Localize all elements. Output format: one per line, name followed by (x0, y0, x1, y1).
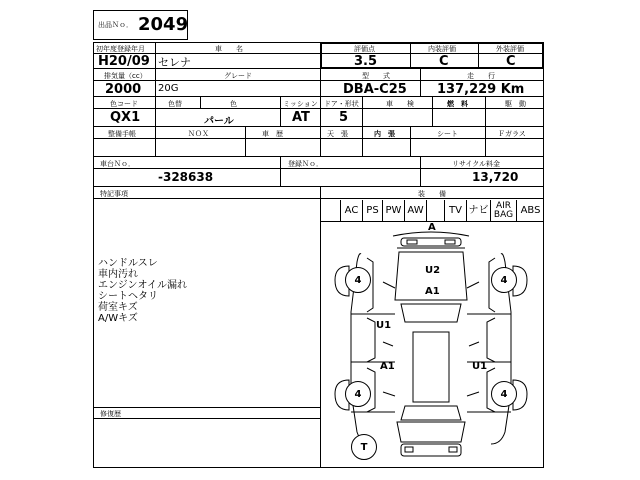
colorchange-label: 色替 (168, 100, 182, 108)
grade-label: グレード (224, 72, 252, 80)
exterior-value: C (506, 54, 516, 69)
repair-label: 修復歴 (100, 410, 121, 418)
note-item: シートヘタリ (98, 291, 158, 302)
nox-label: ＮＯＸ (188, 130, 209, 138)
mileage-label: 走 行 (467, 72, 495, 80)
mark-hood-a1: A1 (425, 286, 440, 297)
drive-label: 駆 動 (505, 100, 526, 108)
colorcode-value: QX1 (110, 110, 141, 125)
note-item: 車内汚れ (98, 269, 138, 280)
trunk-mark: T (351, 434, 377, 460)
interior-trim-label: 内 張 (374, 130, 395, 138)
equip-navi: ナビ (466, 200, 490, 221)
displacement-value: 2000 (105, 82, 142, 97)
car-diagram (321, 222, 543, 467)
year-value: H20/09 (98, 54, 150, 69)
roof-label: 天 張 (327, 130, 348, 138)
equipment-label: 装 備 (418, 190, 446, 198)
inspection-label: 車 検 (386, 100, 414, 108)
chassis-label: 車台Ｎｏ． (100, 160, 135, 168)
mark-hood-u2: U2 (425, 265, 441, 276)
note-item: エンジンオイル漏れ (98, 280, 187, 291)
lot-number-value: 2049 (138, 14, 189, 35)
equip-ps: PS (362, 200, 382, 221)
tire-rear-left: 4 (345, 381, 371, 407)
doors-label: ドア・形状 (324, 100, 359, 108)
exterior-label: 外装評価 (496, 45, 524, 53)
note-item: 荷室キズ (98, 302, 138, 313)
model-label: 型 式 (362, 72, 390, 80)
notes-label: 特記事項 (100, 190, 128, 198)
equip-abs: ABS (516, 200, 544, 221)
note-item: A/Wキズ (98, 313, 138, 324)
mileage-value: 137,229 Km (437, 82, 525, 97)
tire-front-left: 4 (345, 267, 371, 293)
colorcode-label: 色コード (110, 100, 138, 108)
equip-pw: PW (382, 200, 404, 221)
year-label: 初年度登録年月 (96, 45, 145, 53)
tire-rear-right: 4 (491, 381, 517, 407)
car-name-label: 車 名 (215, 45, 243, 53)
interior-label: 内装評価 (428, 45, 456, 53)
interior-value: C (439, 54, 449, 69)
fuel-label: 燃 料 (447, 100, 468, 108)
equip-aw: AW (404, 200, 426, 221)
chassis-value: -328638 (158, 170, 214, 184)
transmission-value: AT (292, 110, 310, 125)
equip-ac: AC (340, 200, 362, 221)
tire-front-right: 4 (491, 267, 517, 293)
equip-tv: TV (444, 200, 466, 221)
lot-number-box (93, 10, 188, 40)
score-value: 3.5 (354, 54, 378, 69)
seat-label: シート (437, 130, 458, 138)
lot-number-label: 出品Ｎｏ． (98, 21, 133, 29)
recycle-value: 13,720 (472, 170, 519, 184)
displacement-label: 排気量（cc） (104, 72, 147, 80)
history-label: 車 歴 (262, 130, 283, 138)
mark-right-rear: U1 (472, 361, 488, 372)
car-name-value: セレナ (158, 56, 191, 69)
score-label: 評価点 (354, 45, 375, 53)
grade-value: 20G (158, 83, 179, 94)
manual-label: 整備手帳 (108, 130, 136, 138)
notes-list (98, 258, 187, 324)
doors-value: 5 (339, 110, 349, 125)
mark-front: A (428, 222, 436, 233)
recycle-label: リサイクル料金 (452, 160, 501, 168)
mark-left-rear: A1 (380, 361, 395, 372)
color-label: 色 (230, 100, 237, 108)
note-item: ハンドルスレ (98, 258, 158, 269)
transmission-label: ミッション (283, 100, 318, 108)
model-value: DBA-C25 (343, 82, 407, 97)
fglass-label: Ｆガラス (498, 130, 526, 138)
mark-left-door: U1 (376, 320, 392, 331)
color-value: パール (204, 116, 234, 127)
equip-airbag: AIR BAG (490, 200, 516, 221)
equip-blank (426, 200, 444, 221)
reg-label: 登録Ｎｏ． (288, 160, 323, 168)
